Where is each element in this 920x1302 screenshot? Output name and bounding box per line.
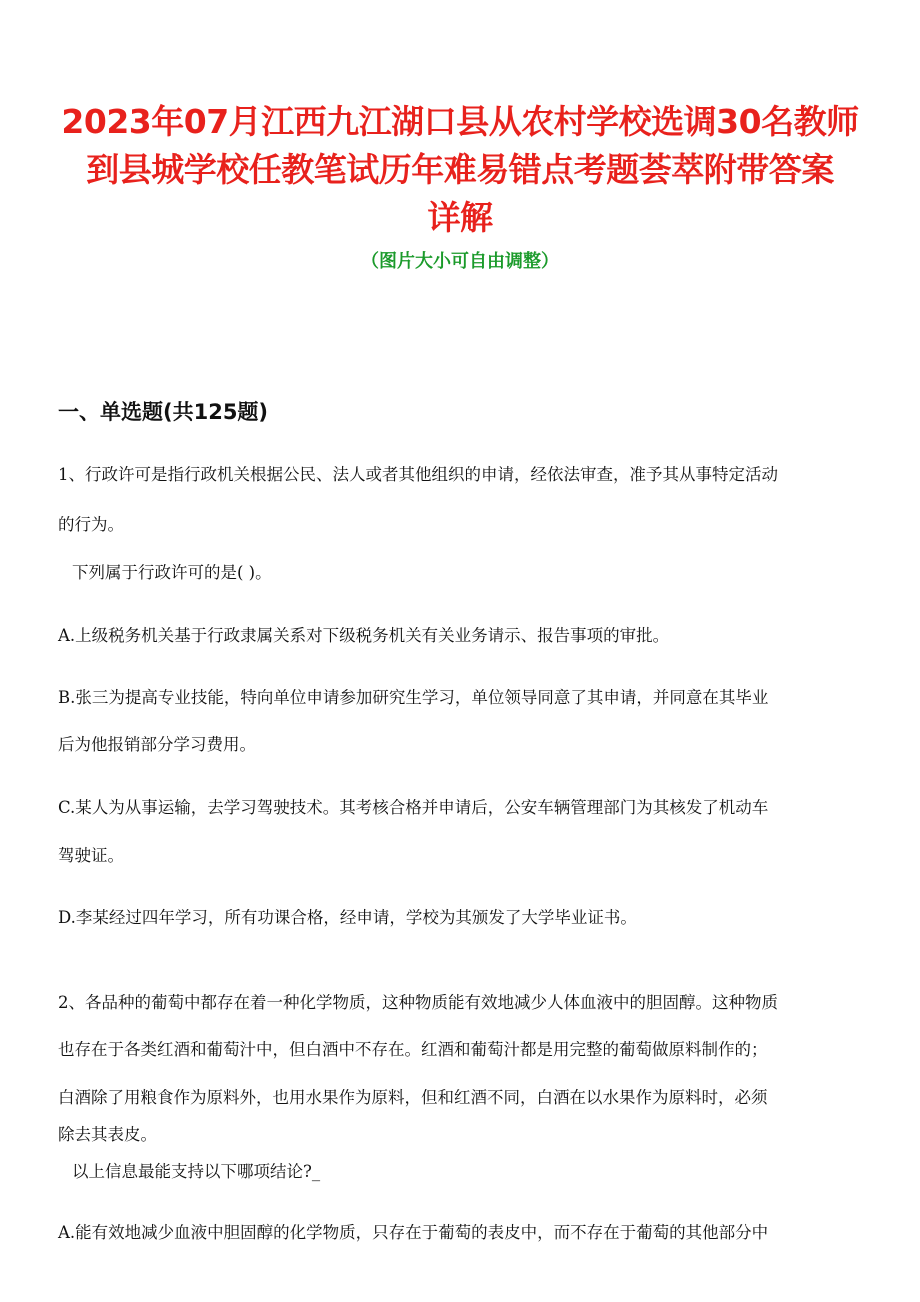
question-2-option-a: A.能有效地减少血液中胆固醇的化学物质，只存在于葡萄的表皮中，而不存在于葡萄的其他部分中 <box>58 1223 769 1242</box>
question-1-option-d: D.李某经过四年学习，所有功课合格，经申请，学校为其颁发了大学毕业证书。 <box>58 908 637 927</box>
section-heading: 一、单选题(共125题) <box>58 400 269 424</box>
question-1-option-c-line-1: C.某人为从事运输，去学习驾驶技术。其考核合格并申请后，公安车辆管理部门为其核发了机动车 <box>58 798 769 817</box>
title-line-1: 2023年07月江西九江湖口县从农村学校选调30名教师 <box>61 102 859 141</box>
title-line-3: 详解 <box>427 198 493 237</box>
title-line-2: 到县城学校任教笔试历年难易错点考题荟萃附带答案 <box>86 150 834 189</box>
question-1-option-a: A.上级税务机关基于行政隶属关系对下级税务机关有关业务请示、报告事项的审批。 <box>58 626 670 645</box>
question-2-stem-line-2: 也存在于各类红酒和葡萄汁中，但白酒中不存在。红酒和葡萄汁都是用完整的葡萄做原料制作的； <box>58 1040 768 1059</box>
question-1-stem-line-1: 1、行政许可是指行政机关根据公民、法人或者其他组织的申请，经依法审查，准予其从事特定活动 <box>58 465 778 484</box>
question-2-stem-line-3: 白酒除了用粮食作为原料外，也用水果作为原料，但和红酒不同，白酒在以水果作为原料时，必须 <box>58 1088 768 1107</box>
question-1-prompt: 下列属于行政许可的是( )。 <box>72 563 272 582</box>
subtitle: （图片大小可自由调整） <box>361 251 559 272</box>
question-1-option-c-line-2: 驾驶证。 <box>58 846 124 865</box>
question-1-option-b-line-2: 后为他报销部分学习费用。 <box>58 735 256 754</box>
question-1-option-b-line-1: B.张三为提高专业技能，特向单位申请参加研究生学习，单位领导同意了其申请，并同意在其毕业 <box>58 688 769 707</box>
question-2-stem-line-4: 除去其表皮。 <box>58 1125 157 1144</box>
question-1-stem-line-2: 的行为。 <box>58 515 124 534</box>
question-2-stem-line-1: 2、各品种的葡萄中都存在着一种化学物质，这种物质能有效地减少人体血液中的胆固醇。这种物质 <box>58 993 778 1012</box>
question-2-prompt: 以上信息最能支持以下哪项结论?_ <box>72 1162 321 1181</box>
